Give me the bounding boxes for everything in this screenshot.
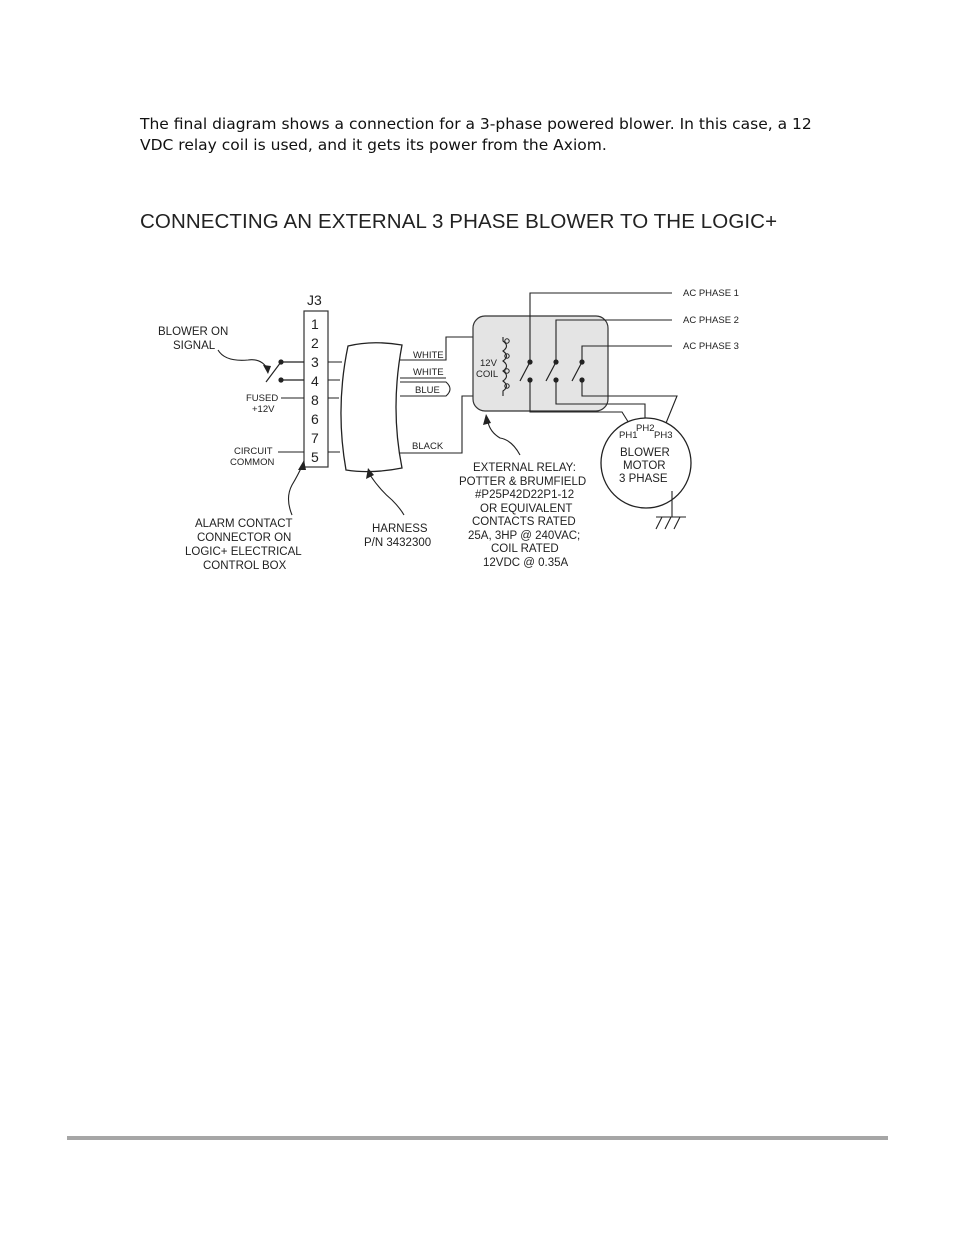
pin-2: 2	[311, 335, 319, 351]
motor-ph1-label: PH1	[619, 430, 638, 441]
alarm-label-3: LOGIC+ ELECTRICAL	[185, 546, 302, 558]
relay-note-2: POTTER & BRUMFIELD	[459, 476, 587, 488]
switch-contact-bottom	[278, 377, 283, 382]
motor-label-1: BLOWER	[620, 447, 670, 459]
motor-label-2: MOTOR	[623, 460, 666, 472]
pin-8: 8	[311, 392, 319, 408]
blower-on-label-2: SIGNAL	[173, 340, 216, 352]
relay-note-4: OR EQUIVALENT	[480, 503, 573, 515]
harness-label-2: P/N 3432300	[364, 537, 432, 549]
relay-note-1: EXTERNAL RELAY:	[473, 462, 576, 474]
pin-6: 6	[311, 411, 319, 427]
intro-line-2: VDC relay coil is used, and it gets its power from the Axiom.	[140, 136, 607, 154]
footer-divider	[67, 1136, 888, 1140]
intro-line-1: The final diagram shows a connection for a 3-phase powered blower. In this case, a 12	[140, 115, 812, 133]
harness-label-1: HARNESS	[372, 523, 428, 535]
pin-3: 3	[311, 354, 319, 370]
connector-label: J3	[307, 292, 322, 308]
blower-on-label-1: BLOWER ON	[158, 326, 229, 338]
fused-label-2: +12V	[252, 404, 275, 415]
circuit-common-label-2: COMMON	[230, 457, 275, 468]
relay-note-6: 25A, 3HP @ 240VAC;	[468, 530, 581, 542]
relay-note-8: 12VDC @ 0.35A	[483, 557, 569, 569]
pin-7: 7	[311, 430, 319, 446]
ac-phase-2-label: AC PHASE 2	[683, 315, 739, 326]
wire-white-2: WHITE	[413, 367, 444, 378]
coil-label-1: 12V	[480, 358, 497, 369]
diagram-title: CONNECTING AN EXTERNAL 3 PHASE BLOWER TO THE LOGIC+	[140, 210, 778, 233]
relay-note-5: CONTACTS RATED	[472, 516, 576, 528]
wire-white-1: WHITE	[413, 350, 444, 361]
alarm-label-4: CONTROL BOX	[203, 560, 287, 572]
motor-ph3-label: PH3	[654, 430, 673, 441]
ac-phase-1-label: AC PHASE 1	[683, 288, 739, 299]
pin-4: 4	[311, 373, 319, 389]
circuit-common-label-1: CIRCUIT	[234, 446, 273, 457]
ac-phase-3-label: AC PHASE 3	[683, 341, 739, 352]
alarm-label-1: ALARM CONTACT	[195, 518, 293, 530]
alarm-label-2: CONNECTOR ON	[197, 532, 292, 544]
relay-note-3: #P25P42D22P1-12	[475, 489, 575, 501]
pin-1: 1	[311, 316, 319, 332]
wire-black: BLACK	[412, 441, 444, 452]
harness-body	[341, 343, 402, 472]
pin-5: 5	[311, 449, 319, 465]
coil-label-2: COIL	[476, 369, 499, 380]
fused-label-1: FUSED	[246, 393, 279, 404]
relay-note-7: COIL RATED	[491, 543, 559, 555]
motor-label-3: 3 PHASE	[619, 473, 668, 485]
motor-ph2-label: PH2	[636, 423, 655, 434]
wire-blue: BLUE	[415, 385, 440, 396]
